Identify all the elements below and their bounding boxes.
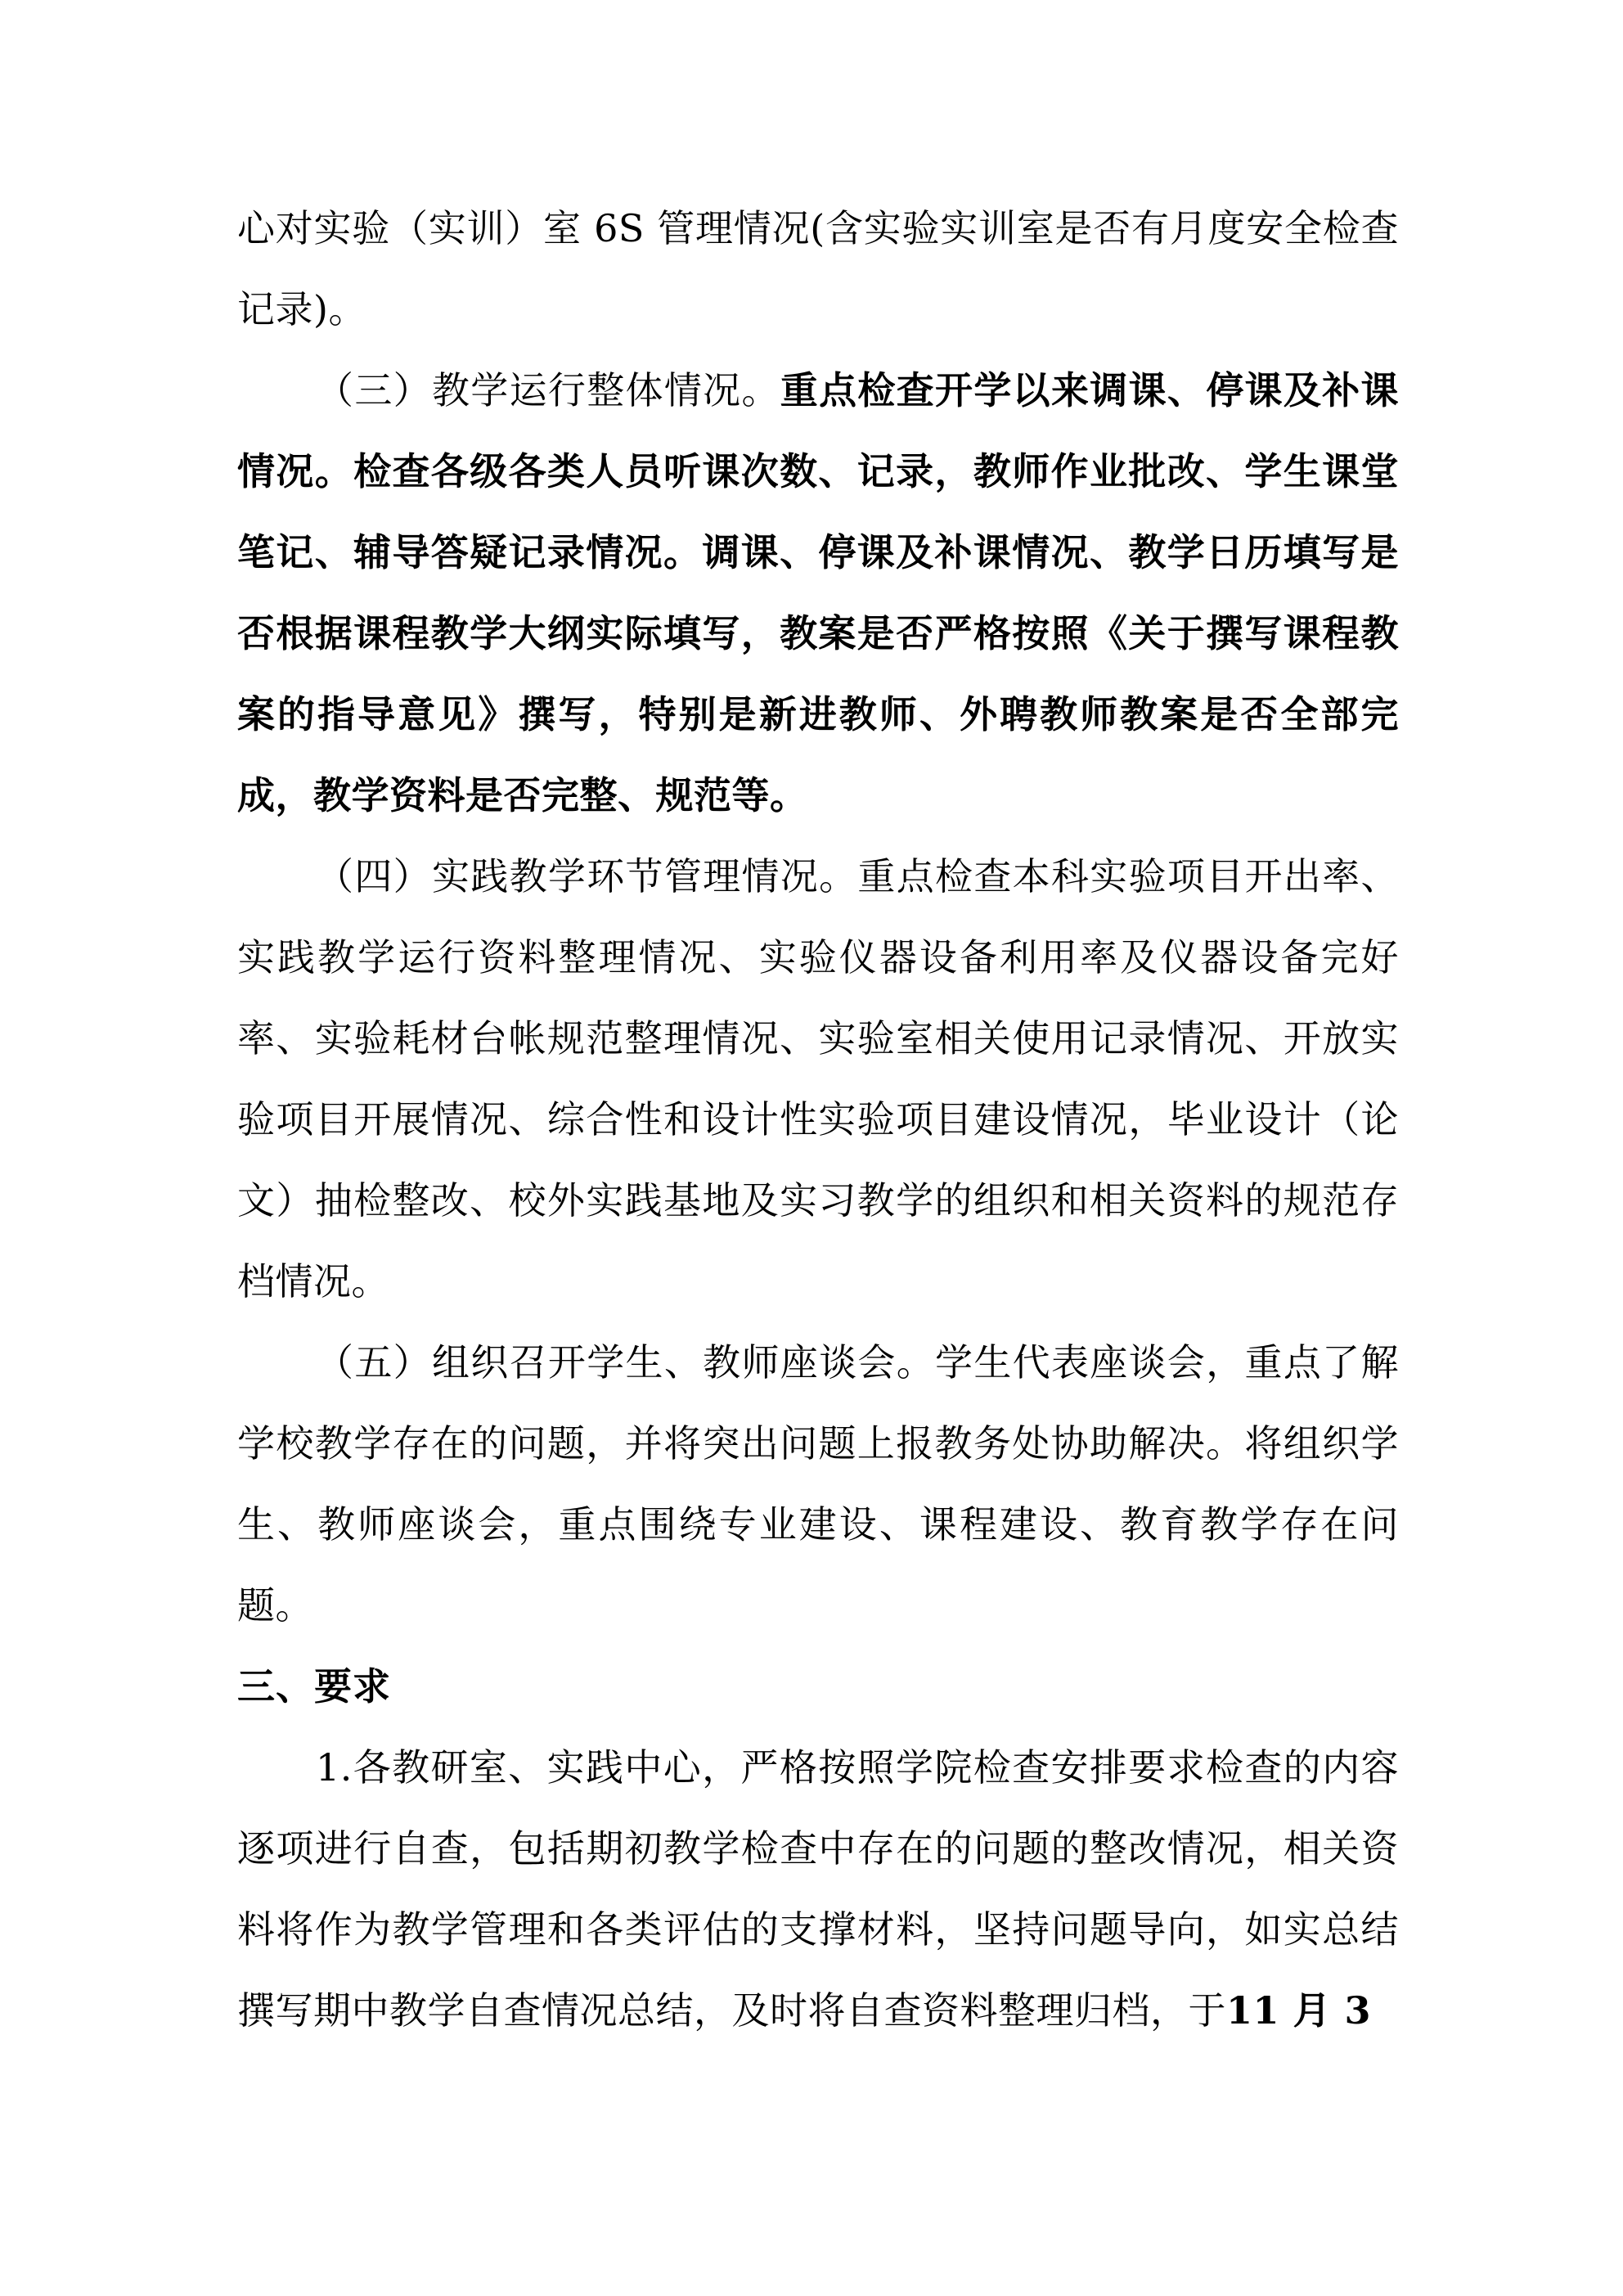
text-run: （五）组织召开学生、教师座谈会。学生代表座谈会，重点了解学校教学存在的问题，并将突出问题上报教务处协助解决。将组织学生、教师座谈会，重点围绕专业建设、课程建设、教育教学存在问题。 [237, 1340, 1399, 1627]
text-run-normal: 1.各教研室、实践中心，严格按照学院检查安排要求检查的内容逐项进行自查，包括期初教学检查中存在的问题的整改情况，相关资料将作为教学管理和各类评估的支撑材料，坚持问题导向，如实总结撰写期中教学自查情况总结，及时将自查资料整理归档，于 [237, 1745, 1399, 2033]
document-body [237, 188, 1399, 2051]
heading-requirements [237, 1646, 1399, 1727]
paragraph-requirement-one [237, 1727, 1399, 2051]
paragraph-6s-management [237, 188, 1399, 350]
text-run-bold-date: 11 月 3 [1226, 1988, 1372, 2033]
paragraph-section-four-practice-teaching [237, 836, 1399, 1322]
heading-text: 三、要求 [237, 1664, 391, 1708]
paragraph-section-five-symposium [237, 1322, 1399, 1646]
text-run-bold: 重点检查开学以来调课、停课及补课情况。检查各级各类人员听课次数、记录，教师作业批改、学生课堂笔记、辅导答疑记录情况。调课、停课及补课情况、教学日历填写是否根据课程教学大纲实际填写，教案是否严格按照《关于撰写课程教案的指导意见》撰写，特别是新进教师、外聘教师教案是否全部完成，教学资料是否完整、规范等。 [237, 368, 1400, 817]
text-run: （四）实践教学环节管理情况。重点检查本科实验项目开出率、实践教学运行资料整理情况、实验仪器设备利用率及仪器设备完好率、实验耗材台帐规范整理情况、实验室相关使用记录情况、开放实验项目开展情况、综合性和设计性实验项目建设情况，毕业设计（论文）抽检整改、校外实践基地及实习教学的组织和相关资料的规范存档情况。 [237, 854, 1399, 1303]
paragraph-section-three-teaching-operation [237, 350, 1399, 836]
text-run: 心对实验（实训）室 6S 管理情况(含实验实训室是否有月度安全检查记录)。 [237, 206, 1399, 331]
text-run-normal: （三）教学运行整体情况。 [316, 368, 780, 412]
